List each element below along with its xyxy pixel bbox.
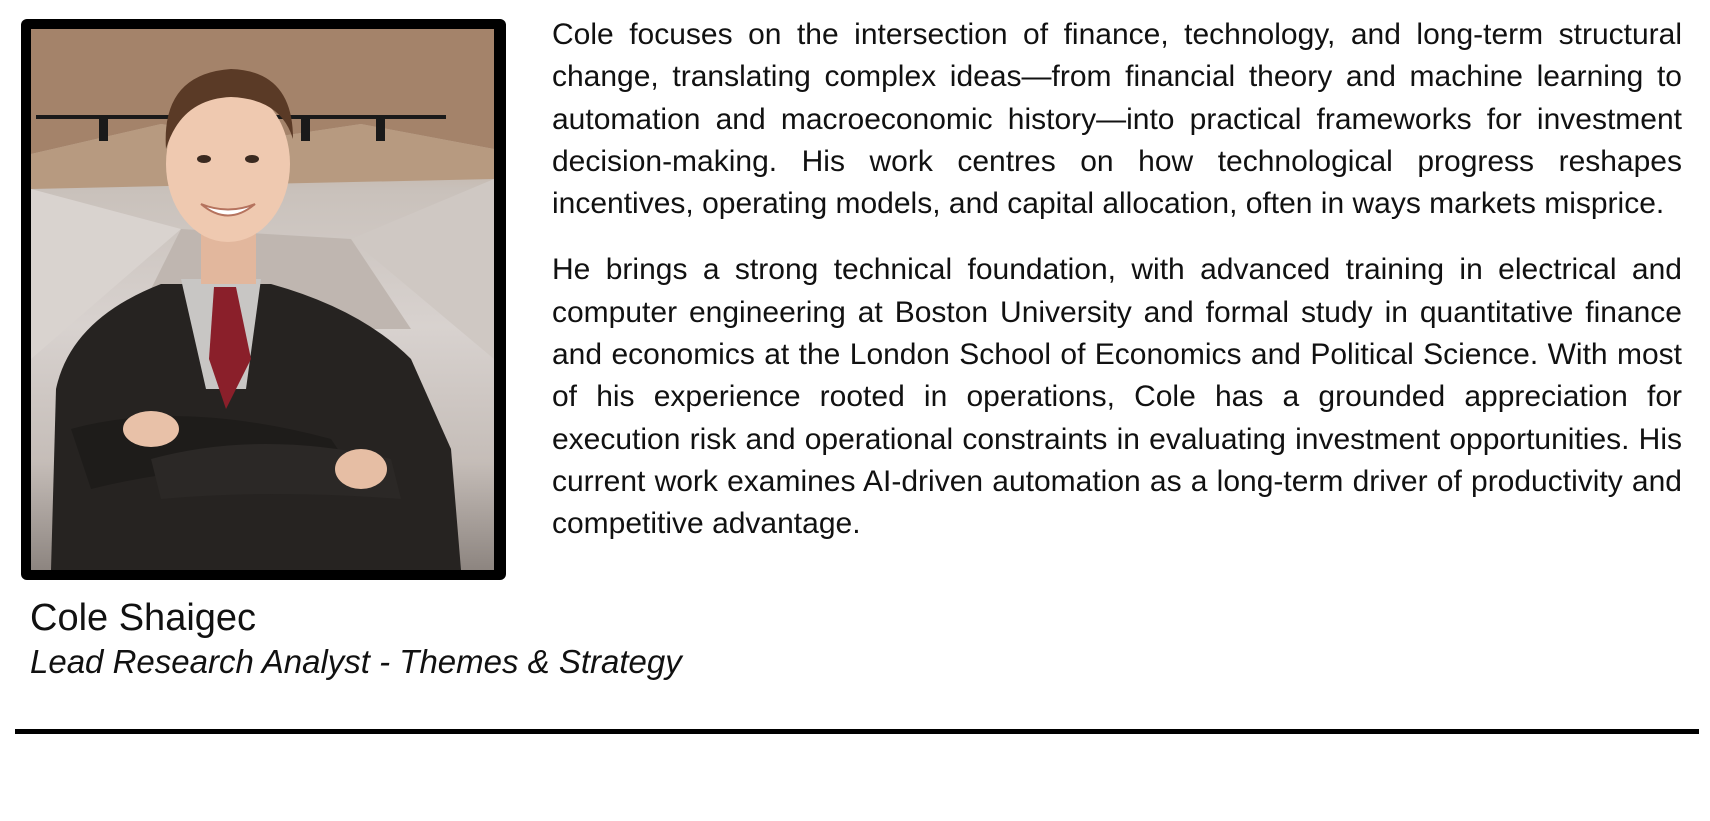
eye-right [245,155,259,163]
person-title: Lead Research Analyst - Themes & Strategy [30,643,682,680]
profile-photo [31,29,494,570]
eye-left [197,155,211,163]
spotlight-2 [301,119,310,141]
biography [552,14,1682,570]
bio-paragraph-2: He brings a strong technical foundation, with advanced training in electrical and computer engineering at Boston University and formal study in quantitative finance and economics at the London School of Economics and Political Science. With most of his experience rooted in operations, Cole has a grounded appreciation for execution risk and operational constraints in evaluating investment opportunities. His current work examines AI-driven automation as a long-term driver of productivity and competitive advantage. [552,253,1682,541]
spotlight-3 [376,119,385,141]
hand-right [335,449,387,489]
spotlight-1 [99,119,108,141]
profile-photo-frame [21,19,506,580]
person-name: Cole Shaigec [30,597,257,639]
hand-left [123,411,179,447]
bio-paragraph-1: Cole focuses on the intersection of finance, technology, and long-term structural change, translating complex ideas—from financial theory and machine learning to automation and macroeconomic history—into practical frameworks for investment decision-making. His work centres on how technological progress reshapes incentives, operating models, and capital allocation, often in ways markets misprice. [552,18,1682,221]
portrait-illustration [31,29,494,570]
section-divider [15,729,1699,734]
